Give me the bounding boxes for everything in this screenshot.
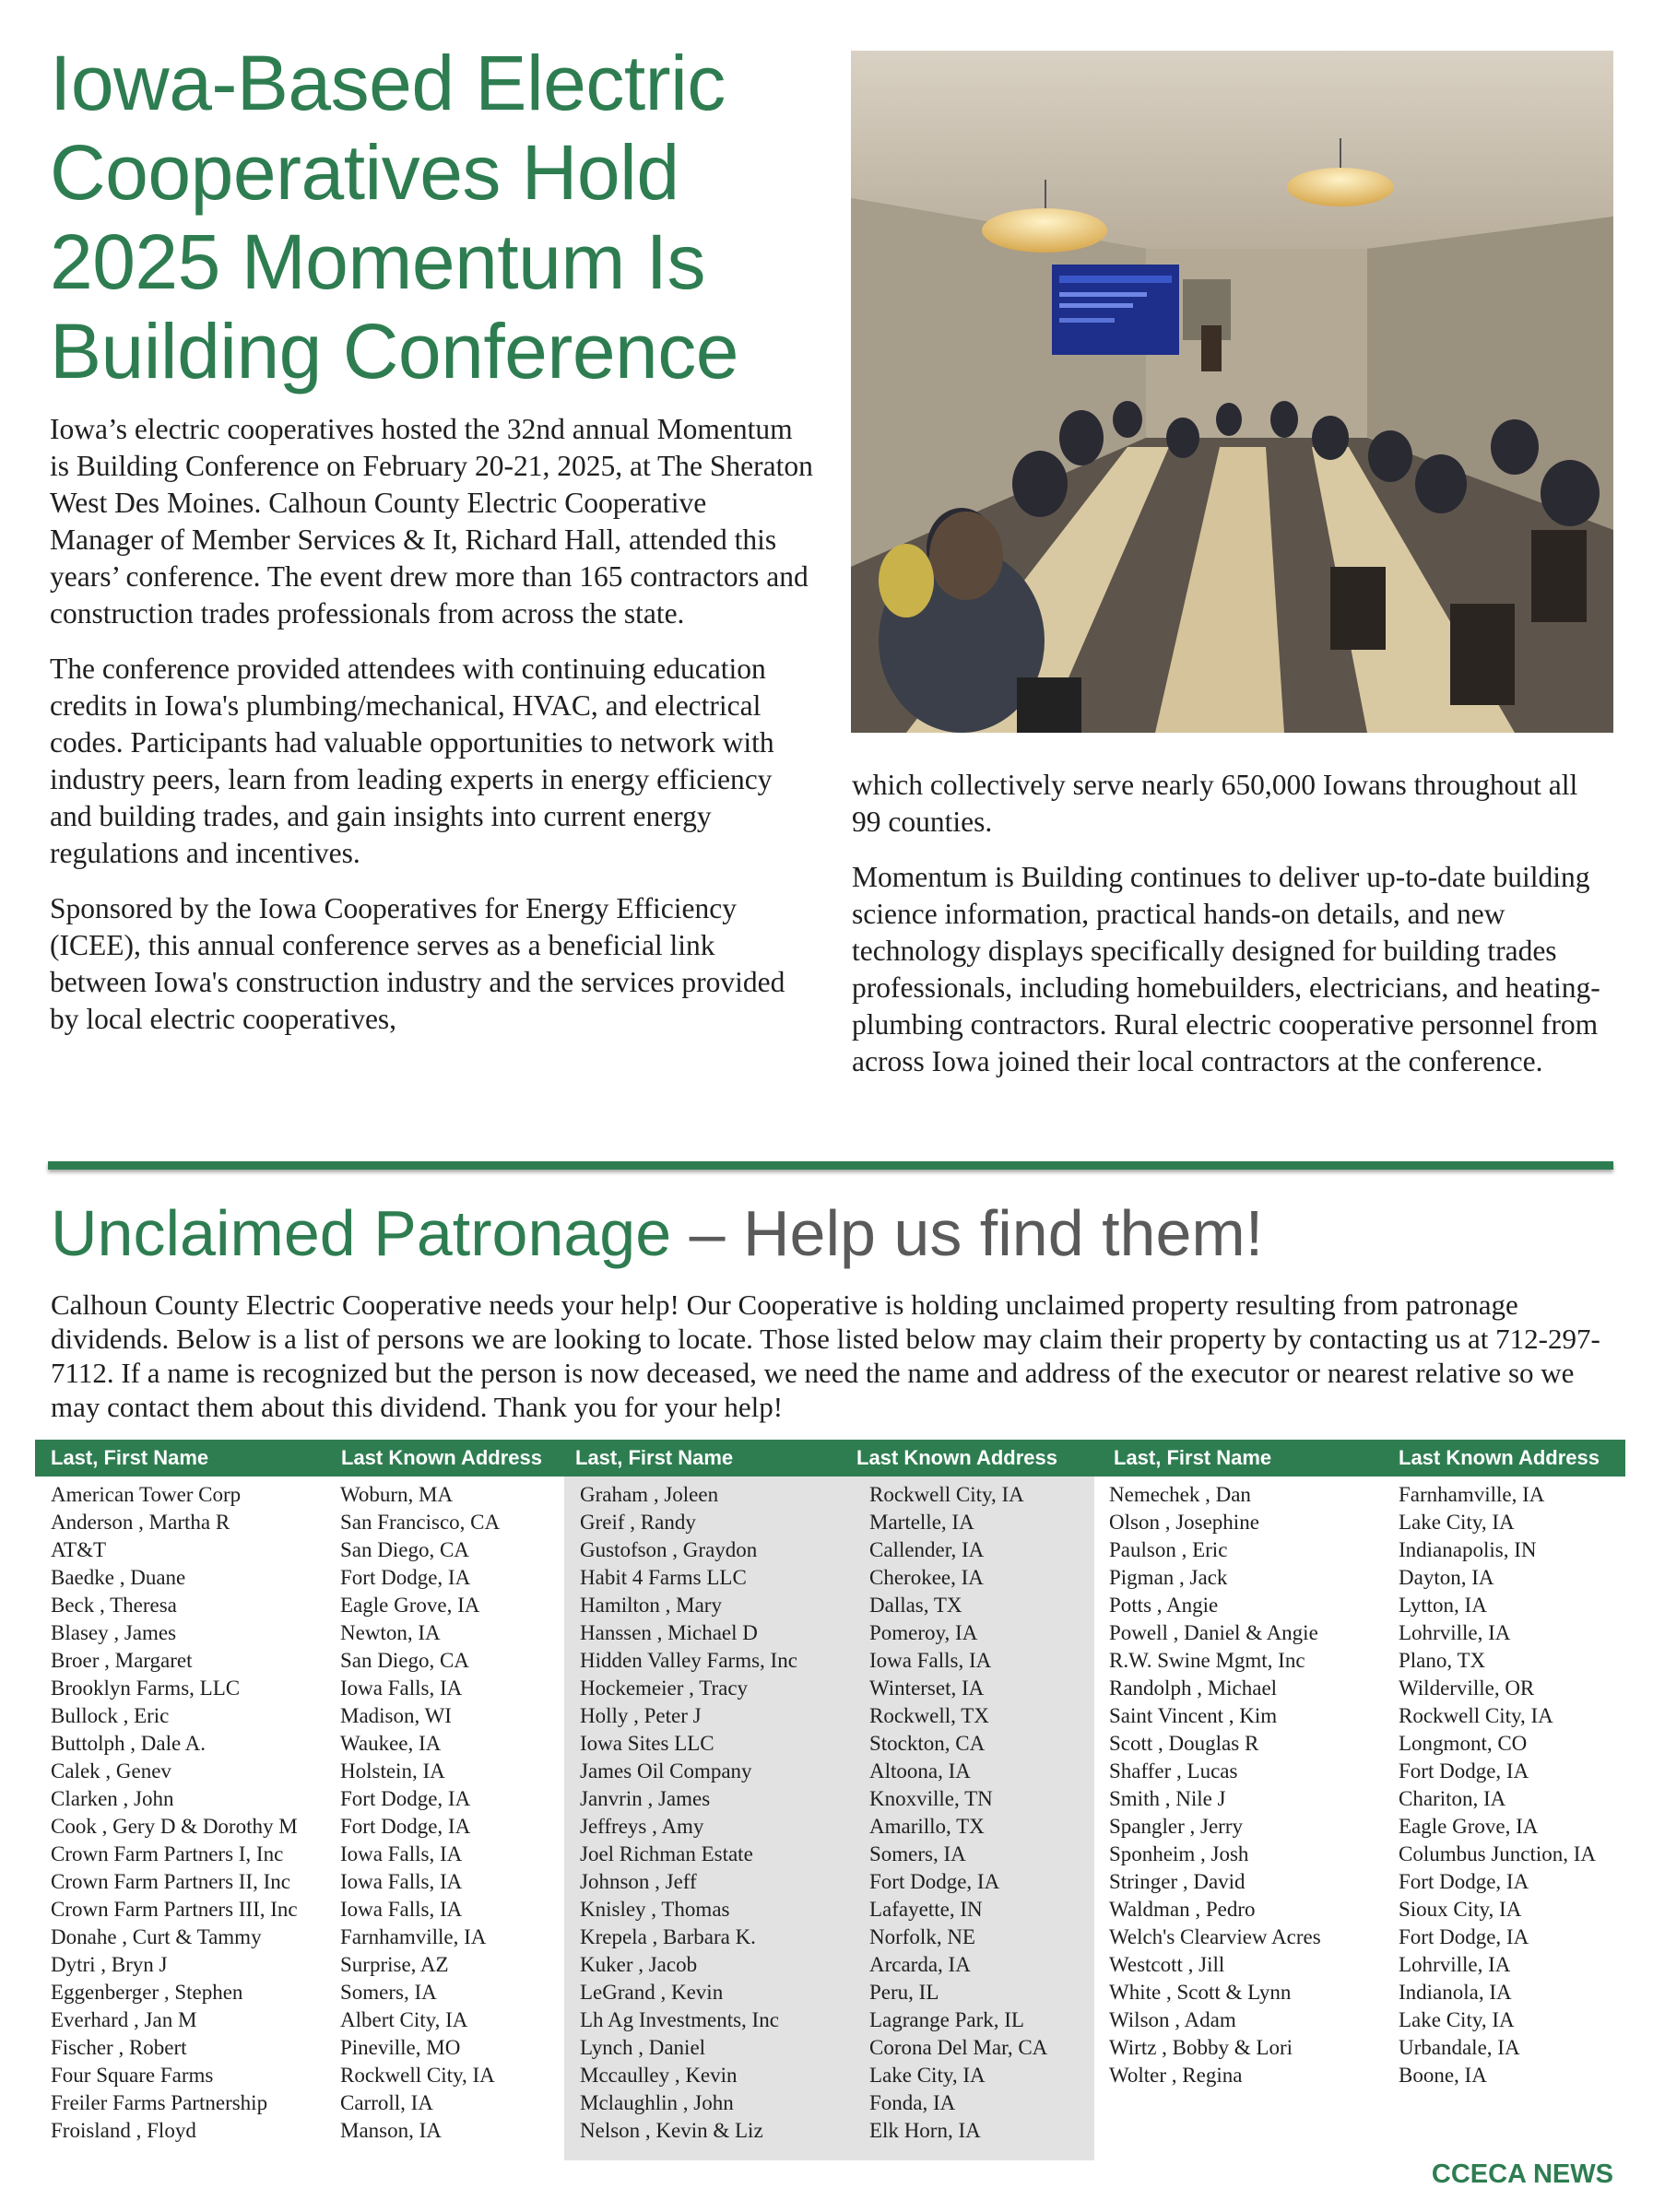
last-known-address: Carroll, IA xyxy=(340,2091,433,2114)
person-name: Freiler Farms Partnership xyxy=(51,2091,268,2114)
person-name: Stringer , David xyxy=(1109,1870,1246,1893)
last-known-address: Callender, IA xyxy=(869,1538,985,1561)
last-known-address: Eagle Grove, IA xyxy=(1399,1815,1539,1838)
person-name: James Oil Company xyxy=(580,1759,752,1783)
last-known-address: Knoxville, TN xyxy=(869,1787,993,1810)
person-name: Jeffreys , Amy xyxy=(580,1815,704,1838)
last-known-address: Lytton, IA xyxy=(1399,1594,1487,1617)
person-name: Wirtz , Bobby & Lori xyxy=(1109,2036,1293,2059)
last-known-address: Madison, WI xyxy=(340,1704,452,1727)
last-known-address: Plano, TX xyxy=(1399,1649,1486,1672)
last-known-address: Lake City, IA xyxy=(1399,2008,1515,2031)
last-known-address: Peru, IL xyxy=(869,1981,939,2004)
unclaimed-title xyxy=(51,1196,1263,1270)
last-known-address: Albert City, IA xyxy=(340,2008,468,2031)
person-name: Westcott , Jill xyxy=(1109,1953,1225,1976)
person-name: R.W. Swine Mgmt, Inc xyxy=(1109,1649,1305,1672)
last-known-address: Fort Dodge, IA xyxy=(1399,1759,1529,1783)
person-name: Dytri , Bryn J xyxy=(51,1953,168,1976)
last-known-address: San Francisco, CA xyxy=(340,1511,501,1534)
person-name: Donahe , Curt & Tammy xyxy=(51,1925,262,1948)
person-name: Spangler , Jerry xyxy=(1109,1815,1243,1838)
person-name: Habit 4 Farms LLC xyxy=(580,1566,747,1589)
last-known-address: Lohrville, IA xyxy=(1399,1621,1511,1644)
last-known-address: Rockwell City, IA xyxy=(340,2064,495,2087)
last-known-address: Rockwell City, IA xyxy=(869,1483,1024,1506)
names-column-3 xyxy=(1109,1481,1321,2089)
person-name: Hamilton , Mary xyxy=(580,1594,722,1617)
person-name: Clarken , John xyxy=(51,1787,174,1810)
last-known-address: San Diego, CA xyxy=(340,1538,469,1561)
person-name: Nelson , Kevin & Liz xyxy=(580,2119,763,2142)
last-known-address: Fort Dodge, IA xyxy=(1399,1925,1529,1948)
article-paragraph: The conference provided attendees with continuing education credits in Iowa's plumbing/mechanical, HVAC, and electrical codes. Participants had valuable opportunities to network with industry peers, learn from leading experts in energy efficiency and building trades, and gain insights into current energy regulations and incentives. xyxy=(50,653,774,869)
names-column-1 xyxy=(51,1481,298,2145)
last-known-address: Lohrville, IA xyxy=(1399,1953,1511,1976)
person-name: Blasey , James xyxy=(51,1621,177,1644)
unclaimed-title-main: Unclaimed Patronage xyxy=(51,1197,672,1269)
person-name: Mccaulley , Kevin xyxy=(580,2064,738,2087)
header-address-3: Last Known Address xyxy=(1399,1446,1600,1469)
person-name: Buttolph , Dale A. xyxy=(51,1732,207,1755)
person-name: Mclaughlin , John xyxy=(580,2091,734,2114)
person-name: Scott , Douglas R xyxy=(1109,1732,1259,1755)
person-name: Janvrin , James xyxy=(580,1787,711,1810)
last-known-address: Martelle, IA xyxy=(869,1511,974,1534)
person-name: Waldman , Pedro xyxy=(1109,1898,1256,1921)
last-known-address: Pineville, MO xyxy=(340,2036,461,2059)
person-name: White , Scott & Lynn xyxy=(1109,1981,1292,2004)
person-name: Lh Ag Investments, Inc xyxy=(580,2008,779,2031)
footer-label: CCECA NEWS xyxy=(1431,2159,1613,2189)
last-known-address: Chariton, IA xyxy=(1399,1787,1506,1810)
person-name: Hanssen , Michael D xyxy=(580,1621,758,1644)
person-name: Smith , Nile J xyxy=(1109,1787,1226,1810)
article-body-right xyxy=(852,767,1613,1099)
last-known-address: Indianola, IA xyxy=(1399,1981,1512,2004)
last-known-address: Sioux City, IA xyxy=(1399,1898,1522,1921)
person-name: Paulson , Eric xyxy=(1109,1538,1228,1561)
person-name: Powell , Daniel & Angie xyxy=(1109,1621,1318,1644)
last-known-address: Fort Dodge, IA xyxy=(340,1787,471,1810)
person-name: Four Square Farms xyxy=(51,2064,214,2087)
header-address-2: Last Known Address xyxy=(856,1446,1057,1469)
last-known-address: Longmont, CO xyxy=(1399,1732,1528,1755)
last-known-address: Corona Del Mar, CA xyxy=(869,2036,1048,2059)
table-header xyxy=(35,1440,1625,1477)
last-known-address: Lake City, IA xyxy=(869,2064,986,2087)
person-name: Iowa Sites LLC xyxy=(580,1732,714,1755)
person-name: Beck , Theresa xyxy=(51,1594,177,1617)
person-name: Lynch , Daniel xyxy=(580,2036,706,2059)
person-name: Froisland , Floyd xyxy=(51,2119,196,2142)
person-name: Fischer , Robert xyxy=(51,2036,187,2059)
person-name: Shaffer , Lucas xyxy=(1109,1759,1238,1783)
person-name: Kuker , Jacob xyxy=(580,1953,698,1976)
person-name: Crown Farm Partners I, Inc xyxy=(51,1842,284,1865)
last-known-address: Eagle Grove, IA xyxy=(340,1594,480,1617)
last-known-address: Columbus Junction, IA xyxy=(1399,1842,1597,1865)
person-name: Crown Farm Partners III, Inc xyxy=(51,1898,298,1921)
person-name: Krepela , Barbara K. xyxy=(580,1925,756,1948)
conference-photo xyxy=(851,51,1613,733)
last-known-address: Arcarda, IA xyxy=(869,1953,971,1976)
person-name: Pigman , Jack xyxy=(1109,1566,1228,1589)
person-name: AT&T xyxy=(51,1538,107,1561)
person-name: Welch's Clearview Acres xyxy=(1109,1925,1321,1948)
unclaimed-intro: Calhoun County Electric Cooperative needs your help! Our Cooperative is holding unclaimed property resulting from patronage dividends. Below is a list of persons we are looking to locate. Those listed below may claim their property by contacting us at 712-297-7112. If a name is recognized but the person is now deceased, we need the name and address of the executor or nearest relative so we may contact them about this dividend. Thank you for your help! xyxy=(51,1288,1600,1423)
last-known-address: Wilderville, OR xyxy=(1399,1677,1535,1700)
person-name: Nemechek , Dan xyxy=(1109,1483,1251,1506)
last-known-address: Iowa Falls, IA xyxy=(340,1842,463,1865)
last-known-address: Manson, IA xyxy=(340,2119,442,2142)
last-known-address: Rockwell City, IA xyxy=(1399,1704,1553,1727)
person-name: Wilson , Adam xyxy=(1109,2008,1236,2031)
last-known-address: Iowa Falls, IA xyxy=(340,1898,463,1921)
person-name: Wolter , Regina xyxy=(1109,2064,1243,2087)
last-known-address: Waukee, IA xyxy=(340,1732,442,1755)
last-known-address: Somers, IA xyxy=(340,1981,437,2004)
person-name: Greif , Randy xyxy=(580,1511,696,1534)
person-name: Brooklyn Farms, LLC xyxy=(51,1677,241,1700)
last-known-address: Amarillo, TX xyxy=(869,1815,985,1838)
person-name: Potts , Angie xyxy=(1109,1594,1219,1617)
last-known-address: Somers, IA xyxy=(869,1842,966,1865)
person-name: Crown Farm Partners II, Inc xyxy=(51,1870,290,1893)
last-known-address: Cherokee, IA xyxy=(869,1566,984,1589)
last-known-address: Fort Dodge, IA xyxy=(1399,1870,1529,1893)
header-name-3: Last, First Name xyxy=(1114,1446,1272,1469)
person-name: Cook , Gery D & Dorothy M xyxy=(51,1815,298,1838)
person-name: Hidden Valley Farms, Inc xyxy=(580,1649,797,1672)
last-known-address: Pomeroy, IA xyxy=(869,1621,978,1644)
person-name: Calek , Genev xyxy=(51,1759,171,1783)
last-known-address: Fort Dodge, IA xyxy=(340,1815,471,1838)
last-known-address: Lake City, IA xyxy=(1399,1511,1515,1534)
person-name: Broer , Margaret xyxy=(51,1649,193,1672)
last-known-address: Newton, IA xyxy=(340,1621,441,1644)
person-name: Johnson , Jeff xyxy=(580,1870,697,1893)
last-known-address: San Diego, CA xyxy=(340,1649,469,1672)
last-known-address: Fort Dodge, IA xyxy=(869,1870,1000,1893)
article-body-left xyxy=(50,411,815,1056)
last-known-address: Iowa Falls, IA xyxy=(340,1677,463,1700)
article-paragraph: Iowa’s electric cooperatives hosted the 32nd annual Momentum is Building Conference on February 20-21, 2025, at The Sheraton West Des Moines. Calhoun County Electric Cooperative Manager of Member Services & It, Richard Hall, attended this years’ conference. The event drew more than 165 contractors and construction trades professionals from across the state. xyxy=(50,413,813,629)
last-known-address: Stockton, CA xyxy=(869,1732,986,1755)
addresses-column-2 xyxy=(869,1481,1047,2145)
person-name: Sponheim , Josh xyxy=(1109,1842,1249,1865)
last-known-address: Woburn, MA xyxy=(340,1483,454,1506)
person-name: Anderson , Martha R xyxy=(51,1511,230,1534)
person-name: Hockemeier , Tracy xyxy=(580,1677,749,1700)
person-name: Saint Vincent , Kim xyxy=(1109,1704,1278,1727)
last-known-address: Holstein, IA xyxy=(340,1759,445,1783)
article-headline: Iowa-Based Electric Cooperatives Hold 2025 Momentum Is Building Conference xyxy=(50,40,738,394)
addresses-column-3 xyxy=(1399,1481,1596,2089)
article-paragraph: which collectively serve nearly 650,000 Iowans throughout all 99 counties. xyxy=(852,769,1578,838)
last-known-address: Norfolk, NE xyxy=(869,1925,975,1948)
last-known-address: Dallas, TX xyxy=(869,1594,962,1617)
last-known-address: Lafayette, IN xyxy=(869,1898,983,1921)
last-known-address: Urbandale, IA xyxy=(1399,2036,1520,2059)
last-known-address: Elk Horn, IA xyxy=(869,2119,981,2142)
last-known-address: Rockwell, TX xyxy=(869,1704,989,1727)
person-name: LeGrand , Kevin xyxy=(580,1981,724,2004)
last-known-address: Lagrange Park, IL xyxy=(869,2008,1024,2031)
person-name: Holly , Peter J xyxy=(580,1704,702,1727)
person-name: Olson , Josephine xyxy=(1109,1511,1259,1534)
person-name: Joel Richman Estate xyxy=(580,1842,753,1865)
last-known-address: Altoona, IA xyxy=(869,1759,971,1783)
person-name: Knisley , Thomas xyxy=(580,1898,730,1921)
header-name-1: Last, First Name xyxy=(51,1446,209,1469)
article-paragraph: Sponsored by the Iowa Cooperatives for Energy Efficiency (ICEE), this annual conference serves as a beneficial link between Iowa's construction industry and the services provided by local electric cooperatives, xyxy=(50,892,785,1035)
last-known-address: Fort Dodge, IA xyxy=(340,1566,471,1589)
last-known-address: Dayton, IA xyxy=(1399,1566,1494,1589)
last-known-address: Farnhamville, IA xyxy=(1399,1483,1545,1506)
names-column-2 xyxy=(580,1481,797,2145)
last-known-address: Winterset, IA xyxy=(869,1677,985,1700)
article-paragraph: Momentum is Building continues to deliver up-to-date building science information, practical hands-on details, and new technology displays specifically designed for building trades professionals, including homebuilders, electricians, and heating-plumbing contractors. Rural electric cooperative personnel from across Iowa joined their local contractors at the conference. xyxy=(852,861,1600,1077)
unclaimed-title-sub: – Help us find them! xyxy=(671,1197,1264,1269)
person-name: Graham , Joleen xyxy=(580,1483,719,1506)
person-name: Baedke , Duane xyxy=(51,1566,186,1589)
person-name: Randolph , Michael xyxy=(1109,1677,1278,1700)
last-known-address: Surprise, AZ xyxy=(340,1953,449,1976)
person-name: Bullock , Eric xyxy=(51,1704,170,1727)
person-name: Gustofson , Graydon xyxy=(580,1538,758,1561)
last-known-address: Iowa Falls, IA xyxy=(869,1649,992,1672)
person-name: Eggenberger , Stephen xyxy=(51,1981,243,2004)
person-name: Everhard , Jan M xyxy=(51,2008,197,2031)
section-divider xyxy=(48,1161,1613,1170)
addresses-column-1 xyxy=(340,1481,500,2145)
person-name: American Tower Corp xyxy=(51,1483,242,1506)
last-known-address: Farnhamville, IA xyxy=(340,1925,487,1948)
header-address-1: Last Known Address xyxy=(341,1446,542,1469)
last-known-address: Boone, IA xyxy=(1399,2064,1487,2087)
last-known-address: Iowa Falls, IA xyxy=(340,1870,463,1893)
last-known-address: Indianapolis, IN xyxy=(1399,1538,1537,1561)
header-name-2: Last, First Name xyxy=(575,1446,734,1469)
last-known-address: Fonda, IA xyxy=(869,2091,956,2114)
